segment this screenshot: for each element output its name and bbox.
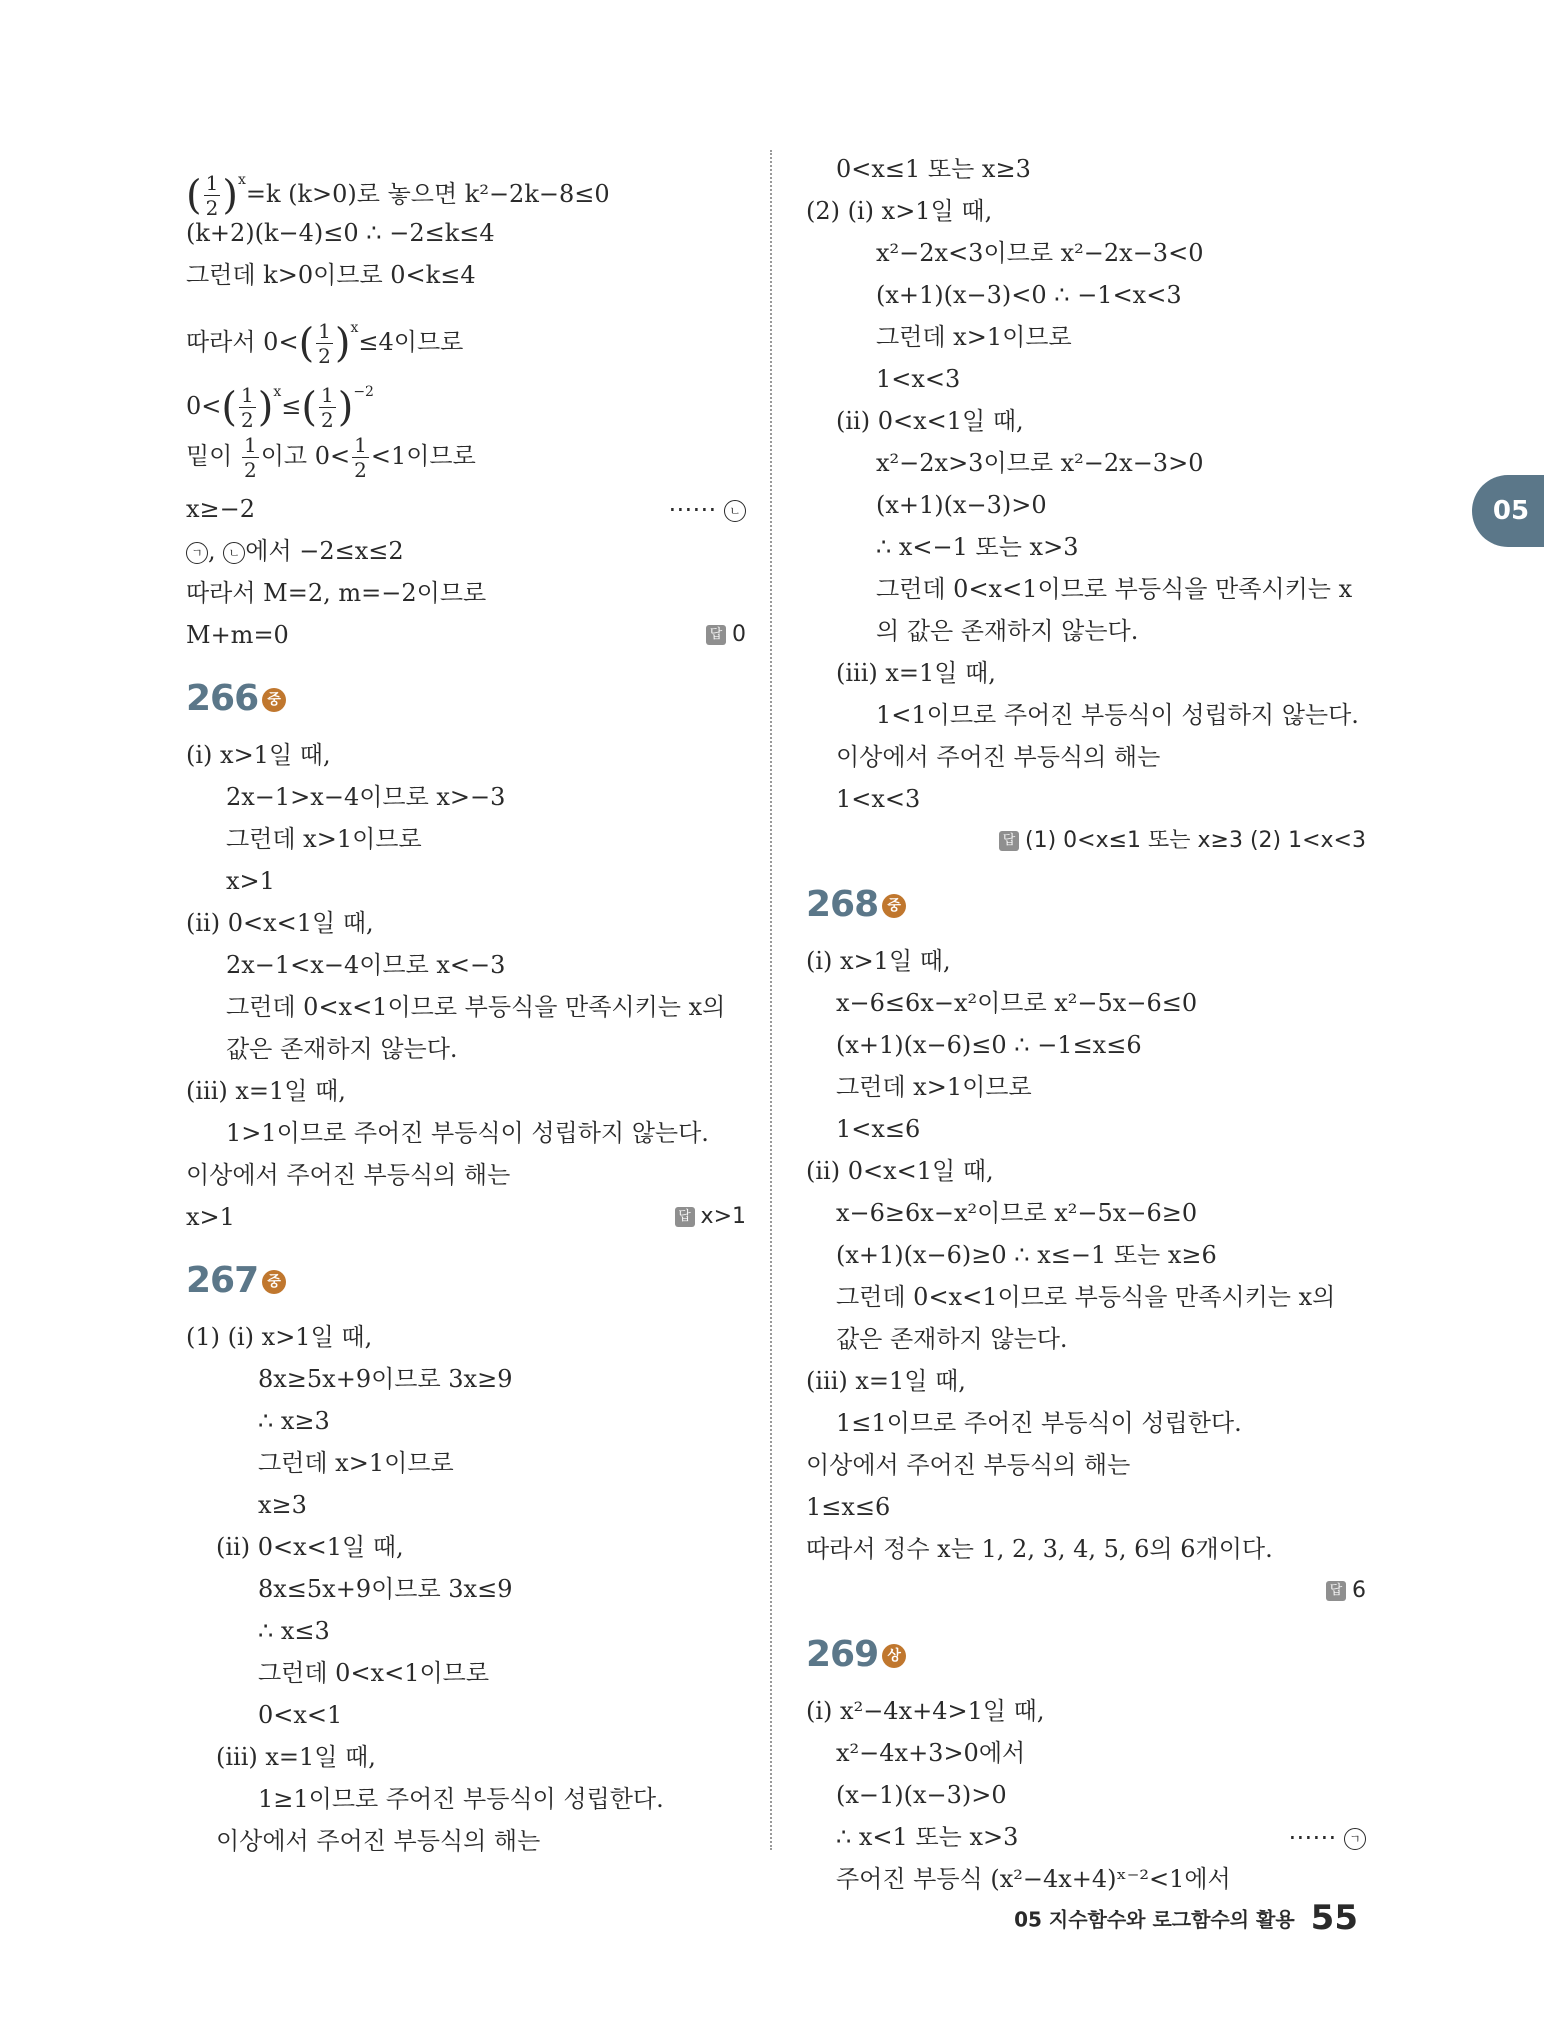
solution-line: 그런데 x>1이므로 — [226, 825, 422, 853]
solution-line: 1<x<3 — [876, 365, 961, 393]
answer: 답 (1) 0<x≤1 또는 x≥3 (2) 1<x<3 — [999, 820, 1366, 862]
solution-line: 이상에서 주어진 부등식의 해는 — [806, 1451, 1131, 1479]
solution-line: ∴ x≤3 — [258, 1617, 330, 1645]
problem-number: 269 상 — [806, 1620, 1366, 1690]
solution-line: 의 값은 존재하지 않는다. — [876, 617, 1139, 645]
solution-line: (i) x>1일 때, — [186, 741, 331, 769]
solution-line: 값은 존재하지 않는다. — [836, 1325, 1068, 1353]
answer-badge: 답 — [999, 831, 1019, 851]
equation-marker: ⋯⋯ ㄱ — [1288, 1816, 1366, 1858]
page-footer — [1014, 1898, 1358, 1948]
solution-line: (iii) x=1일 때, — [186, 1077, 346, 1105]
solution-line: 1≤1이므로 주어진 부등식이 성립한다. — [836, 1409, 1242, 1437]
solution-line: 2x−1>x−4이므로 x>−3 — [226, 783, 506, 811]
right-column — [806, 148, 1366, 1900]
solution-line: 따라서 정수 x는 1, 2, 3, 4, 5, 6의 6개이다. — [806, 1535, 1273, 1563]
solution-line: 1≥1이므로 주어진 부등식이 성립한다. — [258, 1785, 664, 1813]
solution-line: 0<( $\frac{1}{2}$ )$^x$≤( $\frac{1}{2}$ )$^{-2}$ — [186, 383, 374, 432]
solution-line: x≥−2 ⋯⋯ ㄴ — [186, 488, 746, 530]
solution-line: 0<x<1 — [258, 1701, 343, 1729]
solution-line — [806, 820, 1366, 862]
solution-line: (2) (i) x>1일 때, — [806, 197, 993, 225]
solution-line: x−6≥6x−x²이므로 x²−5x−6≥0 — [836, 1199, 1198, 1227]
solution-line: x²−4x+3>0에서 — [836, 1739, 1026, 1767]
solution-line: (ii) 0<x<1일 때, — [216, 1533, 404, 1561]
solution-line: x≥3 — [258, 1491, 307, 1519]
solution-line: (i) x>1일 때, — [806, 947, 951, 975]
solution-line: (x+1)(x−6)≥0 ∴ x≤−1 또는 x≥6 — [836, 1241, 1217, 1269]
solution-line: 그런데 0<x<1이므로 부등식을 만족시키는 x의 — [836, 1283, 1336, 1311]
answer: 답 6 — [1326, 1570, 1366, 1612]
solution-line: (x−1)(x−3)>0 — [836, 1781, 1007, 1809]
solution-line: 1<x≤6 — [836, 1115, 921, 1143]
solution-line: 따라서 M=2, m=−2이므로 — [186, 579, 487, 607]
difficulty-badge: 중 — [262, 1270, 286, 1294]
solution-line: (i) x²−4x+4>1일 때, — [806, 1697, 1045, 1725]
solution-line: 값은 존재하지 않는다. — [226, 1035, 458, 1063]
problem-number: 266 중 — [186, 664, 746, 734]
solution-line: M+m=0 답 0 — [186, 614, 746, 656]
fraction: $\frac{1}{2}$ — [244, 433, 257, 482]
solution-line: 그런데 0<x<1이므로 부등식을 만족시키는 x의 — [226, 993, 726, 1021]
solution-line: 1<x<3 — [836, 785, 921, 813]
solution-line: (ii) 0<x<1일 때, — [836, 407, 1024, 435]
solution-line: 이상에서 주어진 부등식의 해는 — [836, 743, 1161, 771]
fraction: $\frac{1}{2}$ — [241, 383, 254, 432]
problem-number: 268 중 — [806, 870, 1366, 940]
equation-marker: ⋯⋯ ㄴ — [668, 488, 746, 530]
answer: 답 x>1 — [675, 1196, 746, 1238]
answer-badge: 답 — [1326, 1581, 1346, 1601]
solution-line: (k+2)(k−4)≤0 ∴ −2≤k≤4 — [186, 219, 495, 247]
solution-line: 8x≥5x+9이므로 3x≥9 — [258, 1365, 513, 1393]
solution-line: 밑이 $\frac{1}{2}$ 이고 0< $\frac{1}{2}$ <1이므로 — [186, 433, 476, 482]
solution-line: (iii) x=1일 때, — [836, 659, 996, 687]
left-column — [186, 148, 746, 1862]
fraction: $\frac{1}{2}$ — [320, 383, 334, 432]
solution-line: 따라서 0<( $\frac{1}{2}$ )$^x$≤4이므로 — [186, 319, 464, 368]
solution-line: ∴ x≥3 — [258, 1407, 330, 1435]
solution-line: x²−2x>3이므로 x²−2x−3>0 — [876, 449, 1204, 477]
circled-label: ㄱ — [1344, 1828, 1366, 1850]
solution-line: x−6≤6x−x²이므로 x²−5x−6≤0 — [836, 989, 1198, 1017]
solution-line: ( $\frac{1}{2}$ )$^x$=k (k>0)로 놓으면 k²−2k−8≤0 — [186, 171, 610, 220]
solution-line: 1<1이므로 주어진 부등식이 성립하지 않는다. — [876, 701, 1359, 729]
solution-line: 그런데 k>0이므로 0<k≤4 — [186, 261, 476, 289]
solution-line: 그런데 0<x<1이므로 부등식을 만족시키는 x — [876, 575, 1353, 603]
solution-line: ∴ x<−1 또는 x>3 — [876, 533, 1079, 561]
solution-line: 그런데 0<x<1이므로 — [258, 1659, 490, 1687]
fraction: $\frac{1}{2}$ — [318, 319, 331, 368]
solution-line: (iii) x=1일 때, — [216, 1743, 376, 1771]
answer: 답 0 — [706, 614, 746, 656]
solution-line: ㄱ , ㄴ 에서 −2≤x≤2 — [186, 530, 746, 572]
solution-line: 1≤x≤6 — [806, 1493, 891, 1521]
answer-badge: 답 — [706, 625, 726, 645]
solution-line: 그런데 x>1이므로 — [258, 1449, 454, 1477]
page-number: 55 — [1310, 1898, 1358, 1938]
solution-line: (ii) 0<x<1일 때, — [806, 1157, 994, 1185]
solution-line: (1) (i) x>1일 때, — [186, 1323, 373, 1351]
solution-line: x²−2x<3이므로 x²−2x−3<0 — [876, 239, 1204, 267]
problem-number: 267 중 — [186, 1246, 746, 1316]
solution-line: ∴ x<1 또는 x>3 ⋯⋯ ㄱ — [806, 1816, 1366, 1858]
chapter-tab: 05 — [1472, 475, 1544, 547]
circled-label: ㄱ — [186, 542, 208, 564]
answer-badge: 답 — [675, 1207, 695, 1227]
solution-line: 2x−1<x−4이므로 x<−3 — [226, 951, 506, 979]
solution-line: (iii) x=1일 때, — [806, 1367, 966, 1395]
solution-line: 주어진 부등식 (x²−4x+4)ˣ⁻²<1에서 — [836, 1865, 1231, 1893]
chapter-title: 05 지수함수와 로그함수의 활용 — [1014, 1907, 1295, 1932]
column-divider — [770, 150, 772, 1850]
solution-line: 8x≤5x+9이므로 3x≤9 — [258, 1575, 513, 1603]
solution-line — [806, 1570, 1366, 1612]
difficulty-badge: 상 — [882, 1644, 906, 1668]
difficulty-badge: 중 — [262, 688, 286, 712]
solution-line: 1>1이므로 주어진 부등식이 성립하지 않는다. — [226, 1119, 709, 1147]
solution-line: (x+1)(x−3)<0 ∴ −1<x<3 — [876, 281, 1182, 309]
solution-line: (x+1)(x−6)≤0 ∴ −1≤x≤6 — [836, 1031, 1142, 1059]
solution-line: 0<x≤1 또는 x≥3 — [836, 155, 1031, 183]
solution-line: x>1 — [226, 867, 275, 895]
solution-line: 이상에서 주어진 부등식의 해는 — [186, 1161, 511, 1189]
solution-line: (x+1)(x−3)>0 — [876, 491, 1047, 519]
fraction: $\frac{1}{2}$ — [354, 433, 367, 482]
fraction: $\frac{1}{2}$ — [205, 171, 219, 220]
solution-line: 이상에서 주어진 부등식의 해는 — [216, 1827, 541, 1855]
solution-line: 그런데 x>1이므로 — [876, 323, 1072, 351]
solution-line: x>1 답 x>1 — [186, 1196, 746, 1238]
solution-line: (ii) 0<x<1일 때, — [186, 909, 374, 937]
solution-line: 그런데 x>1이므로 — [836, 1073, 1032, 1101]
difficulty-badge: 중 — [882, 894, 906, 918]
circled-label: ㄴ — [724, 500, 746, 522]
circled-label: ㄴ — [223, 542, 245, 564]
